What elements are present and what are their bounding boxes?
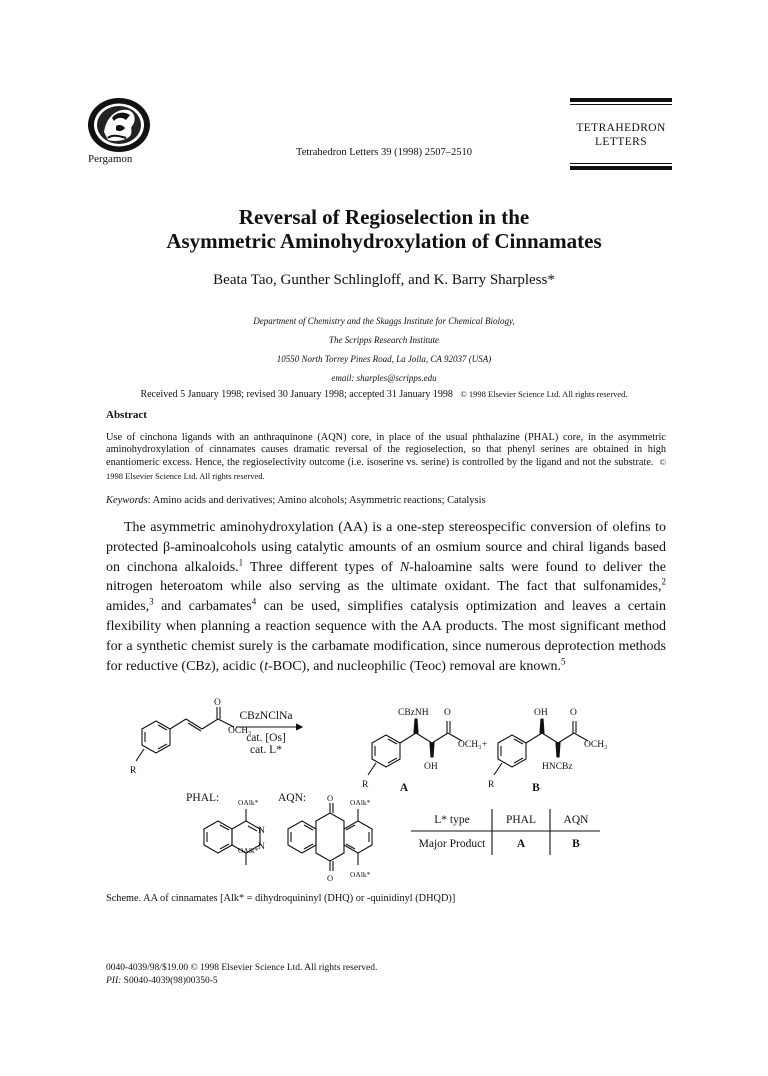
reference-marker[interactable]: 5 [561, 655, 566, 666]
bottom-rule [570, 166, 672, 170]
product-a-benzene-ring [372, 735, 400, 767]
body-text: can be used, simplifies catalysis optimization and leaves a certain flexibility when planning a reaction sequence with the AA products. The most significant method for a synthetic chemist surely is the carbamate modification, since numerous deprotection methods for reductive (CBz), acidic ( [106, 599, 666, 674]
reference-marker[interactable]: 2 [661, 576, 666, 587]
author-email: email: sharples@scripps.edu [331, 373, 437, 383]
body-text: The asymmetric aminohydroxylation (AA) is a one-step stereospecific conversion of olefins to protected β-aminoalcohols using catalytic amounts of an osmium source and chiral ligands based on cinchona alkaloids. [106, 520, 666, 575]
phal-core-structure [204, 809, 260, 865]
chain-bond [400, 733, 416, 743]
ester-label: OCH₃ [584, 740, 608, 750]
carbonyl-carbon-bond [202, 719, 218, 729]
journal-name-line1: TETRAHEDRON [576, 122, 666, 134]
n-label: N [258, 842, 265, 852]
plus-sign: + [482, 740, 488, 750]
vinyl-bond [170, 719, 186, 729]
carbonyl-o-label: O [214, 698, 221, 708]
body-text: amides, [106, 599, 150, 615]
nh-label: HNCBz [542, 762, 573, 772]
r-label: R [130, 766, 137, 776]
body-text-italic: N [399, 559, 410, 575]
abstract-copyright: © 1998 Elsevier Science Ltd. All rights reserved. [106, 457, 666, 481]
r-bond [494, 763, 502, 775]
aqn-label: AQN: [278, 792, 307, 804]
carbonyl-o-label: O [570, 708, 577, 718]
abstract-heading: Abstract [106, 409, 147, 421]
table-cell-aqn: B [572, 838, 580, 850]
copyright-inline: © 1998 Elsevier Science Ltd. All rights reserved. [460, 389, 628, 399]
oalk-label: OAlk* [350, 870, 371, 879]
title-line2: Asymmetric Aminohydroxylation of Cinnamates [166, 229, 602, 253]
top-rule-thin [570, 104, 672, 105]
footer [106, 962, 377, 988]
oalk-label: OAlk* [350, 798, 371, 807]
table-header-aqn: AQN [563, 814, 589, 826]
affiliation-line: Department of Chemistry and the Skaggs Institute for Chemical Biology, [253, 316, 515, 326]
r-bond [368, 763, 376, 775]
catalyst-label: cat. [Os] [246, 732, 286, 744]
chain-bond [416, 733, 432, 743]
product-b-label: B [532, 782, 540, 794]
oalk-label: OAlk* [238, 798, 259, 807]
r-label: R [488, 780, 495, 790]
body-text: Three different types of [243, 559, 400, 575]
reference-marker[interactable]: 1 [238, 556, 244, 567]
product-b-benzene-ring [498, 735, 526, 767]
issn-line: 0040-4039/98/$19.00 © 1998 Elsevier Science Ltd. All rights reserved. [106, 963, 378, 973]
product-a-label: A [399, 782, 409, 794]
oh-label: OH [424, 762, 438, 772]
pii-value: S0040-4039(98)00350-5 [121, 976, 218, 986]
keywords-label: Keywords [106, 495, 148, 506]
pii-label: PII: [106, 976, 122, 986]
wedge-bond-oh [540, 719, 544, 733]
table-header-phal: PHAL [505, 814, 537, 826]
double-bond [186, 719, 202, 729]
carbonyl-o-label: O [444, 708, 451, 718]
chain-bond [432, 733, 448, 743]
body-text-italic: t [264, 658, 269, 674]
top-rule [570, 98, 672, 102]
body-text: -haloamine salts were found to deliver the nitrogen heteroatom while also serving as the ultimate oxidant. The fact that sulfonamides, [106, 559, 667, 595]
journal-name [570, 121, 672, 149]
carbonyl-o-label: O [327, 793, 334, 803]
chain-bond [542, 733, 558, 743]
carbonyl-o-label: O [327, 873, 334, 883]
table-row-label: Major Product [418, 838, 486, 850]
chain-bond [526, 733, 542, 743]
body-paragraph [106, 518, 666, 676]
reference-marker[interactable]: 4 [251, 596, 257, 607]
keywords: Keywords: Amino acids and derivatives; Amino alcohols; Asymmetric reactions; Catalysis [106, 495, 486, 506]
wedge-bond-oh [430, 743, 434, 757]
oh-label: OH [534, 708, 548, 718]
phal-label: PHAL: [186, 792, 220, 804]
journal-name-line2: LETTERS [595, 136, 647, 148]
affiliation-line: The Scripps Research Institute [329, 335, 439, 345]
body-text: -BOC), and nucleophilic (Teoc) removal are known. [268, 658, 562, 674]
reference-marker[interactable]: 3 [149, 596, 154, 607]
received-text: Received 5 January 1998; revised 30 January 1998; accepted 31 January 1998 [140, 389, 453, 400]
title-line1: Reversal of Regioselection in the [238, 205, 530, 229]
affiliation [0, 312, 768, 388]
publisher-name: Pergamon [88, 153, 133, 165]
substrate-benzene-ring [142, 721, 170, 753]
received-dates [0, 389, 768, 400]
pii-line [106, 975, 377, 988]
oalk-label: OAlk* [238, 846, 259, 855]
r-bond [136, 749, 144, 761]
article-title [0, 205, 768, 253]
scheme-caption: Scheme. AA of cinnamates [Alk* = dihydroquininyl (DHQ) or -quinidinyl (DHQD)] [106, 893, 456, 904]
journal-citation: Tetrahedron Letters 39 (1998) 2507–2510 [296, 147, 472, 158]
reaction-scheme [106, 697, 668, 885]
affiliation-line: 10550 North Torrey Pines Road, La Jolla, CA 92037 (USA) [276, 354, 492, 364]
body-text: and carbamates [153, 599, 252, 615]
r-label: R [362, 780, 369, 790]
ester-label: OCH₃ [228, 726, 252, 736]
nh-label: CBzNH [398, 708, 429, 718]
n-label: N [258, 826, 265, 836]
reagent-label: CBzNClNa [239, 710, 293, 722]
keywords-list: Amino acids and derivatives; Amino alcohols; Asymmetric reactions; Catalysis [152, 495, 486, 506]
ester-label: OCH₃ [458, 740, 482, 750]
bottom-rule-thin [570, 163, 672, 164]
journal-brand [570, 98, 672, 170]
aqn-core-structure [288, 803, 372, 871]
chain-bond [558, 733, 574, 743]
wedge-bond-nh [556, 743, 560, 757]
ligand-label: cat. L* [250, 744, 282, 756]
wedge-bond-nh [414, 719, 418, 733]
table-header-ligand: L* type [434, 814, 470, 826]
pergamon-logo-icon [86, 96, 152, 154]
table-cell-phal: A [516, 838, 526, 850]
abstract-body: Use of cinchona ligands with an anthraquinone (AQN) core, in place of the usual phthalazine (PHAL) core, in the asymmetric aminohydroxylation of cinnamates causes dramatic reversal of the regioselection, so that phenyl serines are obtained in high enantiomeric excess. Hence, the regioselectivity outcome (i.e. isoserine vs. serine) is controlled by the ligand and not the substrate. [106, 432, 666, 469]
author-list: Beata Tao, Gunther Schlingloff, and K. Barry Sharpless* [213, 272, 555, 288]
abstract-text [106, 432, 666, 483]
arrow-head-icon [296, 724, 302, 730]
